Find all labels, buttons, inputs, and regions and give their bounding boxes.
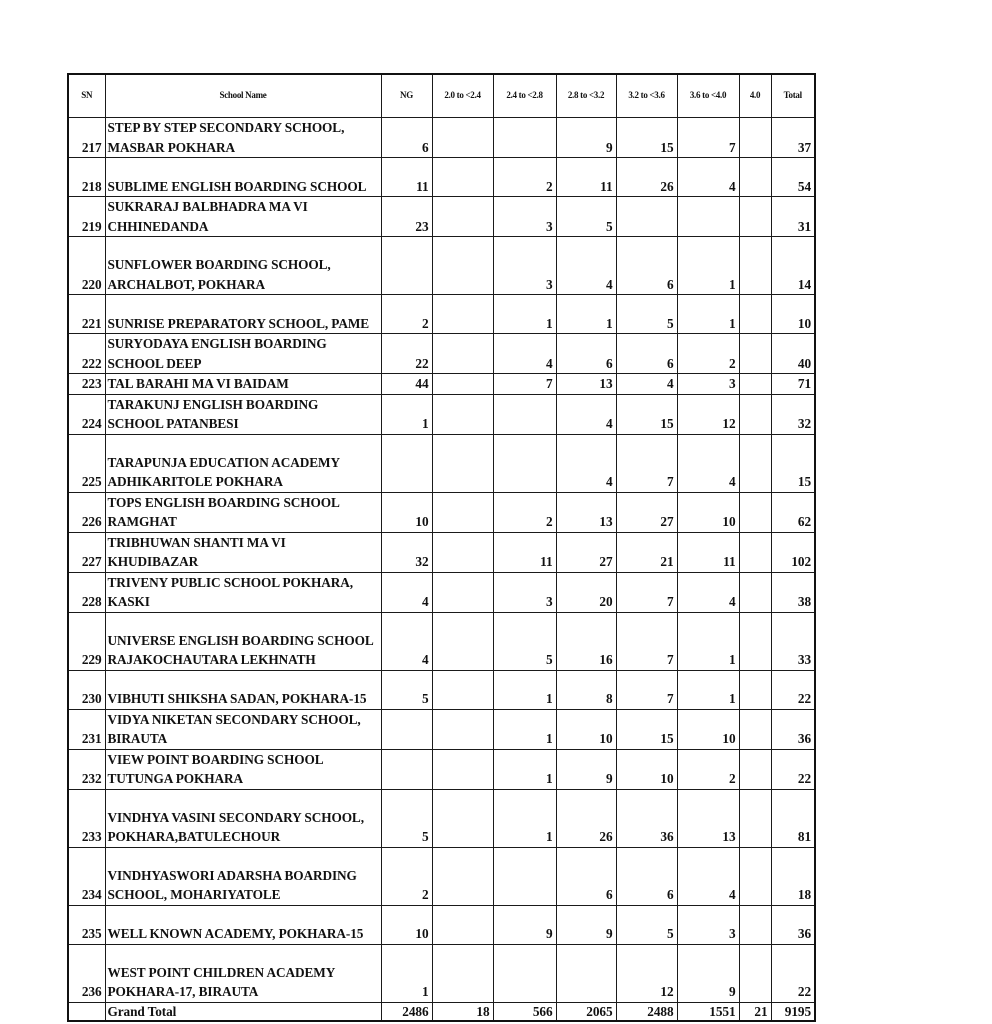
cell-g5: 1 — [677, 612, 739, 670]
cell-name: VIEW POINT BOARDING SCHOOL TUTUNGA POKHARA — [105, 749, 381, 789]
cell-g1 — [432, 532, 493, 572]
cell-g3: 10 — [556, 709, 616, 749]
cell-g5: 4 — [677, 847, 739, 905]
cell-g3: 13 — [556, 492, 616, 532]
school-results-table — [67, 73, 816, 1022]
cell-g6 — [739, 612, 771, 670]
cell-ng: 10 — [381, 905, 432, 944]
table-row — [68, 905, 815, 944]
cell-name: TRIVENY PUBLIC SCHOOL POKHARA, KASKI — [105, 572, 381, 612]
cell-total: 33 — [771, 612, 815, 670]
cell-g2: 5 — [493, 612, 556, 670]
cell-ng: 32 — [381, 532, 432, 572]
cell-ng: 4 — [381, 572, 432, 612]
cell-g1 — [432, 394, 493, 434]
cell-g4: 36 — [616, 789, 677, 847]
cell-name: SUNFLOWER BOARDING SCHOOL, ARCHALBOT, POKHARA — [105, 237, 381, 295]
cell-name: SUNRISE PREPARATORY SCHOOL, PAME — [105, 295, 381, 334]
cell-ng: 1 — [381, 944, 432, 1002]
grand-total-g4: 2488 — [616, 1002, 677, 1021]
cell-total: 22 — [771, 670, 815, 709]
cell-g1 — [432, 847, 493, 905]
cell-g2: 3 — [493, 237, 556, 295]
cell-g3: 4 — [556, 394, 616, 434]
cell-g6 — [739, 118, 771, 158]
header-grade-3-6: 3.6 to <4.0 — [677, 74, 739, 118]
cell-g4: 7 — [616, 670, 677, 709]
cell-g5: 3 — [677, 374, 739, 395]
cell-sn: 219 — [68, 197, 105, 237]
table-row — [68, 670, 815, 709]
cell-sn: 226 — [68, 492, 105, 532]
cell-g5: 3 — [677, 905, 739, 944]
cell-name: WEST POINT CHILDREN ACADEMY POKHARA-17, BIRAUTA — [105, 944, 381, 1002]
cell-g1 — [432, 334, 493, 374]
cell-total: 22 — [771, 944, 815, 1002]
grand-total-g3: 2065 — [556, 1002, 616, 1021]
header-grade-2-8: 2.8 to <3.2 — [556, 74, 616, 118]
cell-g2 — [493, 394, 556, 434]
table-row — [68, 749, 815, 789]
cell-ng: 23 — [381, 197, 432, 237]
cell-g3: 20 — [556, 572, 616, 612]
cell-g1 — [432, 905, 493, 944]
cell-g2: 1 — [493, 789, 556, 847]
cell-sn: 221 — [68, 295, 105, 334]
cell-g2: 1 — [493, 295, 556, 334]
cell-g4: 15 — [616, 394, 677, 434]
cell-sn: 230 — [68, 670, 105, 709]
cell-g4: 21 — [616, 532, 677, 572]
cell-g4: 7 — [616, 572, 677, 612]
cell-g5: 10 — [677, 492, 739, 532]
cell-g2: 1 — [493, 670, 556, 709]
cell-g4: 5 — [616, 295, 677, 334]
cell-g2 — [493, 847, 556, 905]
cell-total: 15 — [771, 434, 815, 492]
cell-g1 — [432, 158, 493, 197]
table-row — [68, 709, 815, 749]
cell-g4: 4 — [616, 374, 677, 395]
header-grade-2-4: 2.4 to <2.8 — [493, 74, 556, 118]
table-row — [68, 197, 815, 237]
cell-sn: 234 — [68, 847, 105, 905]
cell-g3: 1 — [556, 295, 616, 334]
cell-g2 — [493, 118, 556, 158]
cell-g4: 7 — [616, 612, 677, 670]
cell-g1 — [432, 670, 493, 709]
cell-g6 — [739, 197, 771, 237]
table-row — [68, 612, 815, 670]
cell-g6 — [739, 670, 771, 709]
cell-g6 — [739, 295, 771, 334]
cell-g3: 8 — [556, 670, 616, 709]
cell-g3: 4 — [556, 434, 616, 492]
cell-g2 — [493, 944, 556, 1002]
cell-g5: 2 — [677, 749, 739, 789]
cell-g6 — [739, 158, 771, 197]
table-row — [68, 532, 815, 572]
cell-g2: 1 — [493, 709, 556, 749]
cell-total: 14 — [771, 237, 815, 295]
cell-name: SURYODAYA ENGLISH BOARDING SCHOOL DEEP — [105, 334, 381, 374]
cell-g5: 1 — [677, 670, 739, 709]
cell-ng: 5 — [381, 789, 432, 847]
cell-g6 — [739, 334, 771, 374]
cell-g4 — [616, 197, 677, 237]
cell-g1 — [432, 197, 493, 237]
header-grade-4-0: 4.0 — [739, 74, 771, 118]
cell-g2: 3 — [493, 197, 556, 237]
cell-g4: 6 — [616, 847, 677, 905]
cell-g6 — [739, 789, 771, 847]
cell-g5: 1 — [677, 237, 739, 295]
cell-sn: 225 — [68, 434, 105, 492]
cell-sn: 229 — [68, 612, 105, 670]
cell-ng — [381, 434, 432, 492]
cell-g4: 26 — [616, 158, 677, 197]
cell-total: 38 — [771, 572, 815, 612]
cell-g1 — [432, 434, 493, 492]
cell-g2: 4 — [493, 334, 556, 374]
grand-total-g6: 21 — [739, 1002, 771, 1021]
cell-g1 — [432, 237, 493, 295]
cell-ng — [381, 749, 432, 789]
cell-sn: 231 — [68, 709, 105, 749]
cell-g2: 3 — [493, 572, 556, 612]
table-row — [68, 789, 815, 847]
cell-g6 — [739, 532, 771, 572]
cell-name: SUBLIME ENGLISH BOARDING SCHOOL — [105, 158, 381, 197]
grand-total-label: Grand Total — [105, 1002, 381, 1021]
cell-ng: 4 — [381, 612, 432, 670]
cell-g6 — [739, 374, 771, 395]
cell-g5: 4 — [677, 434, 739, 492]
cell-g3: 9 — [556, 118, 616, 158]
cell-g3: 11 — [556, 158, 616, 197]
cell-g4: 15 — [616, 709, 677, 749]
cell-g3 — [556, 944, 616, 1002]
cell-total: 81 — [771, 789, 815, 847]
cell-name: TAL BARAHI MA VI BAIDAM — [105, 374, 381, 395]
cell-g3: 26 — [556, 789, 616, 847]
cell-total: 40 — [771, 334, 815, 374]
cell-g5: 9 — [677, 944, 739, 1002]
cell-g6 — [739, 709, 771, 749]
cell-ng — [381, 709, 432, 749]
cell-g5: 7 — [677, 118, 739, 158]
cell-g1 — [432, 749, 493, 789]
cell-sn: 224 — [68, 394, 105, 434]
cell-g1 — [432, 118, 493, 158]
table-row — [68, 434, 815, 492]
cell-g5: 13 — [677, 789, 739, 847]
table-row — [68, 334, 815, 374]
table-row — [68, 572, 815, 612]
cell-g2: 7 — [493, 374, 556, 395]
cell-total: 18 — [771, 847, 815, 905]
cell-g1 — [432, 944, 493, 1002]
cell-name: VIDYA NIKETAN SECONDARY SCHOOL, BIRAUTA — [105, 709, 381, 749]
header-sn: SN — [68, 74, 105, 118]
cell-sn: 232 — [68, 749, 105, 789]
cell-total: 31 — [771, 197, 815, 237]
cell-ng: 10 — [381, 492, 432, 532]
cell-total: 10 — [771, 295, 815, 334]
cell-sn: 227 — [68, 532, 105, 572]
cell-g4: 27 — [616, 492, 677, 532]
cell-sn: 220 — [68, 237, 105, 295]
cell-total: 71 — [771, 374, 815, 395]
cell-total: 54 — [771, 158, 815, 197]
cell-g6 — [739, 492, 771, 532]
cell-sn: 228 — [68, 572, 105, 612]
cell-total: 36 — [771, 709, 815, 749]
cell-g5: 11 — [677, 532, 739, 572]
cell-ng: 2 — [381, 295, 432, 334]
cell-g2: 9 — [493, 905, 556, 944]
cell-g3: 9 — [556, 905, 616, 944]
cell-name: STEP BY STEP SECONDARY SCHOOL, MASBAR POKHARA — [105, 118, 381, 158]
cell-g3: 27 — [556, 532, 616, 572]
grand-total-sn — [68, 1002, 105, 1021]
cell-g4: 15 — [616, 118, 677, 158]
cell-g5: 1 — [677, 295, 739, 334]
cell-name: WELL KNOWN ACADEMY, POKHARA-15 — [105, 905, 381, 944]
cell-g5 — [677, 197, 739, 237]
cell-g6 — [739, 944, 771, 1002]
cell-name: VINDHYASWORI ADARSHA BOARDING SCHOOL, MOHARIYATOLE — [105, 847, 381, 905]
cell-ng: 22 — [381, 334, 432, 374]
cell-name: TOPS ENGLISH BOARDING SCHOOL RAMGHAT — [105, 492, 381, 532]
cell-g1 — [432, 374, 493, 395]
cell-sn: 218 — [68, 158, 105, 197]
cell-name: TARAKUNJ ENGLISH BOARDING SCHOOL PATANBESI — [105, 394, 381, 434]
cell-g6 — [739, 749, 771, 789]
cell-g2: 1 — [493, 749, 556, 789]
table-row — [68, 394, 815, 434]
cell-g6 — [739, 394, 771, 434]
cell-name: VINDHYA VASINI SECONDARY SCHOOL, POKHARA,BATULECHOUR — [105, 789, 381, 847]
cell-g6 — [739, 905, 771, 944]
cell-ng: 1 — [381, 394, 432, 434]
table-row — [68, 944, 815, 1002]
cell-sn: 233 — [68, 789, 105, 847]
cell-g3: 6 — [556, 847, 616, 905]
header-ng: NG — [381, 74, 432, 118]
grand-total-g1: 18 — [432, 1002, 493, 1021]
cell-g2 — [493, 434, 556, 492]
cell-g1 — [432, 612, 493, 670]
table-row — [68, 295, 815, 334]
cell-g3: 13 — [556, 374, 616, 395]
cell-g3: 5 — [556, 197, 616, 237]
cell-g5: 4 — [677, 572, 739, 612]
cell-name: SUKRARAJ BALBHADRA MA VI CHHINEDANDA — [105, 197, 381, 237]
cell-ng: 11 — [381, 158, 432, 197]
table-row — [68, 237, 815, 295]
cell-g1 — [432, 492, 493, 532]
cell-total: 37 — [771, 118, 815, 158]
grand-total-row — [68, 1002, 815, 1021]
cell-total: 62 — [771, 492, 815, 532]
header-row — [68, 74, 815, 118]
cell-ng — [381, 237, 432, 295]
grand-total-g2: 566 — [493, 1002, 556, 1021]
header-total: Total — [771, 74, 815, 118]
cell-name: TARAPUNJA EDUCATION ACADEMY ADHIKARITOLE POKHARA — [105, 434, 381, 492]
cell-g4: 6 — [616, 334, 677, 374]
cell-g4: 6 — [616, 237, 677, 295]
cell-g2: 2 — [493, 158, 556, 197]
cell-g4: 7 — [616, 434, 677, 492]
cell-name: UNIVERSE ENGLISH BOARDING SCHOOL RAJAKOCHAUTARA LEKHNATH — [105, 612, 381, 670]
cell-g5: 10 — [677, 709, 739, 749]
cell-g1 — [432, 709, 493, 749]
cell-g5: 4 — [677, 158, 739, 197]
header-school-name: School Name — [105, 74, 381, 118]
grand-total-ng: 2486 — [381, 1002, 432, 1021]
table-row — [68, 374, 815, 395]
cell-ng: 5 — [381, 670, 432, 709]
cell-g5: 2 — [677, 334, 739, 374]
cell-name: VIBHUTI SHIKSHA SADAN, POKHARA-15 — [105, 670, 381, 709]
grand-total-total: 9195 — [771, 1002, 815, 1021]
cell-g3: 6 — [556, 334, 616, 374]
cell-sn: 217 — [68, 118, 105, 158]
cell-g1 — [432, 789, 493, 847]
cell-g1 — [432, 572, 493, 612]
cell-g6 — [739, 237, 771, 295]
grand-total-g5: 1551 — [677, 1002, 739, 1021]
cell-g2: 11 — [493, 532, 556, 572]
cell-name: TRIBHUWAN SHANTI MA VI KHUDIBAZAR — [105, 532, 381, 572]
cell-g1 — [432, 295, 493, 334]
table-row — [68, 158, 815, 197]
cell-sn: 236 — [68, 944, 105, 1002]
cell-ng: 6 — [381, 118, 432, 158]
table-row — [68, 118, 815, 158]
cell-total: 22 — [771, 749, 815, 789]
table-row — [68, 492, 815, 532]
cell-sn: 223 — [68, 374, 105, 395]
cell-g3: 9 — [556, 749, 616, 789]
header-grade-3-2: 3.2 to <3.6 — [616, 74, 677, 118]
cell-g5: 12 — [677, 394, 739, 434]
cell-g6 — [739, 434, 771, 492]
cell-sn: 235 — [68, 905, 105, 944]
cell-total: 102 — [771, 532, 815, 572]
cell-total: 36 — [771, 905, 815, 944]
header-grade-2-0: 2.0 to <2.4 — [432, 74, 493, 118]
cell-ng: 44 — [381, 374, 432, 395]
cell-g4: 5 — [616, 905, 677, 944]
cell-g6 — [739, 572, 771, 612]
cell-total: 32 — [771, 394, 815, 434]
cell-g6 — [739, 847, 771, 905]
cell-g4: 12 — [616, 944, 677, 1002]
table-row — [68, 847, 815, 905]
cell-g4: 10 — [616, 749, 677, 789]
cell-g3: 4 — [556, 237, 616, 295]
cell-sn: 222 — [68, 334, 105, 374]
cell-ng: 2 — [381, 847, 432, 905]
cell-g3: 16 — [556, 612, 616, 670]
cell-g2: 2 — [493, 492, 556, 532]
